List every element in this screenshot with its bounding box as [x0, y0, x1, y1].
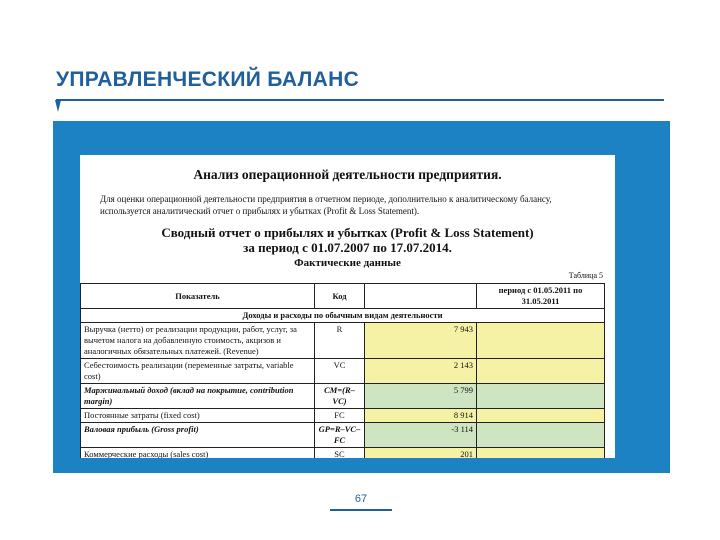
- page-number-underline: [330, 509, 392, 511]
- header-empty: [365, 284, 477, 309]
- report-heading: [80, 225, 615, 255]
- table-row: [81, 448, 605, 459]
- table-section-row: [81, 309, 605, 323]
- row-code: VC: [315, 359, 365, 384]
- row-value: 8 914: [365, 409, 477, 423]
- row-code: CM=(R–VC): [315, 384, 365, 409]
- table-row: [81, 384, 605, 409]
- report-heading-line1: Сводный отчет о прибылях и убытках (Profit & Loss Statement): [161, 225, 534, 240]
- document-title: Анализ операционной деятельности предприятия.: [193, 167, 502, 182]
- header-indicator: Показатель: [81, 284, 315, 309]
- row-code: R: [315, 323, 365, 359]
- row-period-cell: [477, 359, 605, 384]
- table-row: [81, 409, 605, 423]
- row-code: FC: [315, 409, 365, 423]
- report-heading-line2: за период с 01.07.2007 по 17.07.2014.: [243, 240, 452, 255]
- row-value: 2 143: [365, 359, 477, 384]
- title-underline-tick: [55, 100, 61, 112]
- header-code: Код: [315, 284, 365, 309]
- row-name: Коммерческие расходы (sales cost): [81, 448, 315, 459]
- row-value: -3 114: [365, 423, 477, 448]
- row-name: Постоянные затраты (fixed cost): [81, 409, 315, 423]
- row-name: Маржинальный доход (вклад на покрытие, contribution margin): [81, 384, 315, 409]
- section-title: Доходы и расходы по обычным видам деятельности: [81, 309, 605, 323]
- row-value: 5 799: [365, 384, 477, 409]
- row-name: Валовая прибыль (Gross profit): [81, 423, 315, 448]
- row-period-cell: [477, 448, 605, 459]
- row-name: Выручка (нетто) от реализации продукции, работ, услуг, за вычетом налога на добавленную стоимость, акцизов и аналогичных обязательных платежей. (Revenue): [81, 323, 315, 359]
- table-row: [81, 323, 605, 359]
- slide-title: УПРАВЛЕНЧЕСКИЙ БАЛАНС: [56, 68, 360, 91]
- report-subheading: Фактические данные: [294, 257, 401, 269]
- page-number: 67: [354, 493, 368, 505]
- pl-table: [80, 283, 605, 458]
- table-label: Таблица 5: [568, 271, 603, 280]
- row-period-cell: [477, 384, 605, 409]
- header-period: период с 01.05.2011 по 31.05.2011: [477, 284, 605, 309]
- row-period-cell: [477, 423, 605, 448]
- row-period-cell: [477, 409, 605, 423]
- title-underline: [56, 99, 664, 101]
- row-value: 201: [365, 448, 477, 459]
- row-code: SC: [315, 448, 365, 459]
- table-header-row: [81, 284, 605, 309]
- row-code: GP=R–VC–FC: [315, 423, 365, 448]
- row-value: 7 943: [365, 323, 477, 359]
- document-intro: Для оценки операционной деятельности предприятия в отчетном периоде, дополнительно к аналитическому балансу, используется аналитический отчет о прибылях и убытках (Profit & Loss Statement).: [100, 194, 552, 216]
- row-name: Себестоимость реализации (переменные затраты, variable cost): [81, 359, 315, 384]
- row-period-cell: [477, 323, 605, 359]
- table-row: [81, 423, 605, 448]
- document-image: [80, 155, 615, 458]
- table-row: [81, 359, 605, 384]
